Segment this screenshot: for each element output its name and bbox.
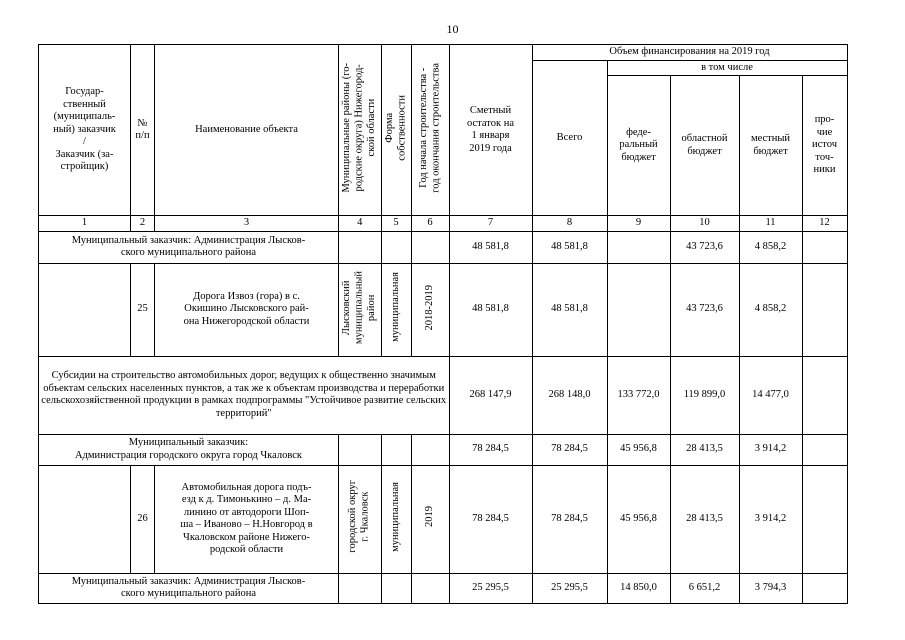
estimate-cell: 48 581,8 [449, 231, 532, 263]
empty-cell [339, 434, 382, 465]
other-cell [802, 231, 847, 263]
header-estimate: Сметный остаток на 1 января 2019 года [449, 45, 532, 216]
financing-table [38, 44, 848, 604]
years-cell: 2019 [411, 465, 449, 573]
col-number: 12 [802, 216, 847, 232]
total-cell: 78 284,5 [532, 434, 607, 465]
col-number: 9 [607, 216, 670, 232]
other-cell [802, 573, 847, 603]
header-federal: феде- ральный бюджет [607, 76, 670, 216]
object-name: Дорога Извоз (гора) в с. Окишино Лысковского рай- она Нижегородской области [155, 263, 339, 356]
page-number: 10 [446, 22, 459, 36]
estimate-cell: 48 581,8 [449, 263, 532, 356]
other-cell [802, 465, 847, 573]
federal-cell [607, 231, 670, 263]
col-number: 2 [131, 216, 155, 232]
empty-cell [39, 263, 131, 356]
regional-cell: 43 723,6 [670, 231, 739, 263]
other-cell [802, 263, 847, 356]
table-row [39, 573, 848, 603]
total-cell: 268 148,0 [532, 356, 607, 434]
col-number: 1 [39, 216, 131, 232]
header-ownership: Форма собственности [381, 45, 411, 216]
federal-cell [607, 263, 670, 356]
total-cell: 48 581,8 [532, 263, 607, 356]
empty-cell [339, 573, 382, 603]
empty-cell [381, 231, 411, 263]
regional-cell: 43 723,6 [670, 263, 739, 356]
federal-cell: 45 956,8 [607, 465, 670, 573]
col-number: 7 [449, 216, 532, 232]
header-regional: областной бюджет [670, 76, 739, 216]
ownership-cell: муниципальная [381, 465, 411, 573]
local-cell: 4 858,2 [739, 231, 802, 263]
empty-cell [381, 573, 411, 603]
col-number: 8 [532, 216, 607, 232]
local-cell: 4 858,2 [739, 263, 802, 356]
customer-label: Муниципальный заказчик: Администрация Лысков- ского муниципального района [39, 573, 339, 603]
col-number: 3 [155, 216, 339, 232]
other-cell [802, 356, 847, 434]
estimate-cell: 78 284,5 [449, 465, 532, 573]
col-number: 10 [670, 216, 739, 232]
table-row [39, 263, 848, 356]
regional-cell: 119 899,0 [670, 356, 739, 434]
table-row [39, 434, 848, 465]
local-cell: 14 477,0 [739, 356, 802, 434]
table-row [39, 231, 848, 263]
empty-cell [411, 231, 449, 263]
customer-label: Муниципальный заказчик: Администрация городского округа город Чкаловск [39, 434, 339, 465]
empty-cell [339, 231, 382, 263]
column-number-row [39, 216, 848, 232]
subsidy-label: Субсидии на строительство автомобильных дорог, ведущих к общественно значимым объектам сельских населенных пунктов, а так же к объектам производства и переработки сельскохозяйственной продукции в рамках подпрограммы "Устойчивое развитие сельских территорий" [39, 356, 450, 434]
regional-cell: 28 413,5 [670, 434, 739, 465]
regional-cell: 6 651,2 [670, 573, 739, 603]
estimate-cell: 268 147,9 [449, 356, 532, 434]
local-cell: 3 794,3 [739, 573, 802, 603]
years-cell: 2018-2019 [411, 263, 449, 356]
header-other: про- чие источ точ- ники [802, 76, 847, 216]
header-object-name: Наименование объекта [155, 45, 339, 216]
empty-cell [381, 434, 411, 465]
district-cell: Лысковский муниципальный район [339, 263, 382, 356]
header-num: № п/п [131, 45, 155, 216]
local-cell: 3 914,2 [739, 465, 802, 573]
col-number: 6 [411, 216, 449, 232]
empty-cell [411, 573, 449, 603]
federal-cell: 45 956,8 [607, 434, 670, 465]
estimate-cell: 78 284,5 [449, 434, 532, 465]
col-number: 11 [739, 216, 802, 232]
row-number: 25 [131, 263, 155, 356]
header-district: Муниципальные районы (го- родские округа) Нижегород- ской области [339, 45, 382, 216]
empty-cell [411, 434, 449, 465]
total-cell: 25 295,5 [532, 573, 607, 603]
header-customer: Государ- ственный (муниципаль- ный) заказчик / Заказчик (за- стройщик) [39, 45, 131, 216]
header-local: местный бюджет [739, 76, 802, 216]
col-number: 5 [381, 216, 411, 232]
header-funding-title: Объем финансирования на 2019 год [532, 45, 847, 61]
other-cell [802, 434, 847, 465]
header-total: Всего [532, 60, 607, 216]
total-cell: 48 581,8 [532, 231, 607, 263]
table-row [39, 356, 848, 434]
row-number: 26 [131, 465, 155, 573]
col-number: 4 [339, 216, 382, 232]
estimate-cell: 25 295,5 [449, 573, 532, 603]
header-years: Год начала строительства - год окончания строительства [411, 45, 449, 216]
regional-cell: 28 413,5 [670, 465, 739, 573]
district-cell: городской округ г. Чкаловск [339, 465, 382, 573]
header-including: в том числе [607, 60, 847, 76]
customer-label: Муниципальный заказчик: Администрация Лысков- ского муниципального района [39, 231, 339, 263]
ownership-cell: муниципальная [381, 263, 411, 356]
object-name: Автомобильная дорога подъ- езд к д. Тимонькино – д. Ма- линино от автодороги Шоп- ша – Иваново – Н.Новгород в Чкаловском районе Нижего- родской области [155, 465, 339, 573]
federal-cell: 14 850,0 [607, 573, 670, 603]
table-row [39, 465, 848, 573]
empty-cell [39, 465, 131, 573]
local-cell: 3 914,2 [739, 434, 802, 465]
federal-cell: 133 772,0 [607, 356, 670, 434]
total-cell: 78 284,5 [532, 465, 607, 573]
